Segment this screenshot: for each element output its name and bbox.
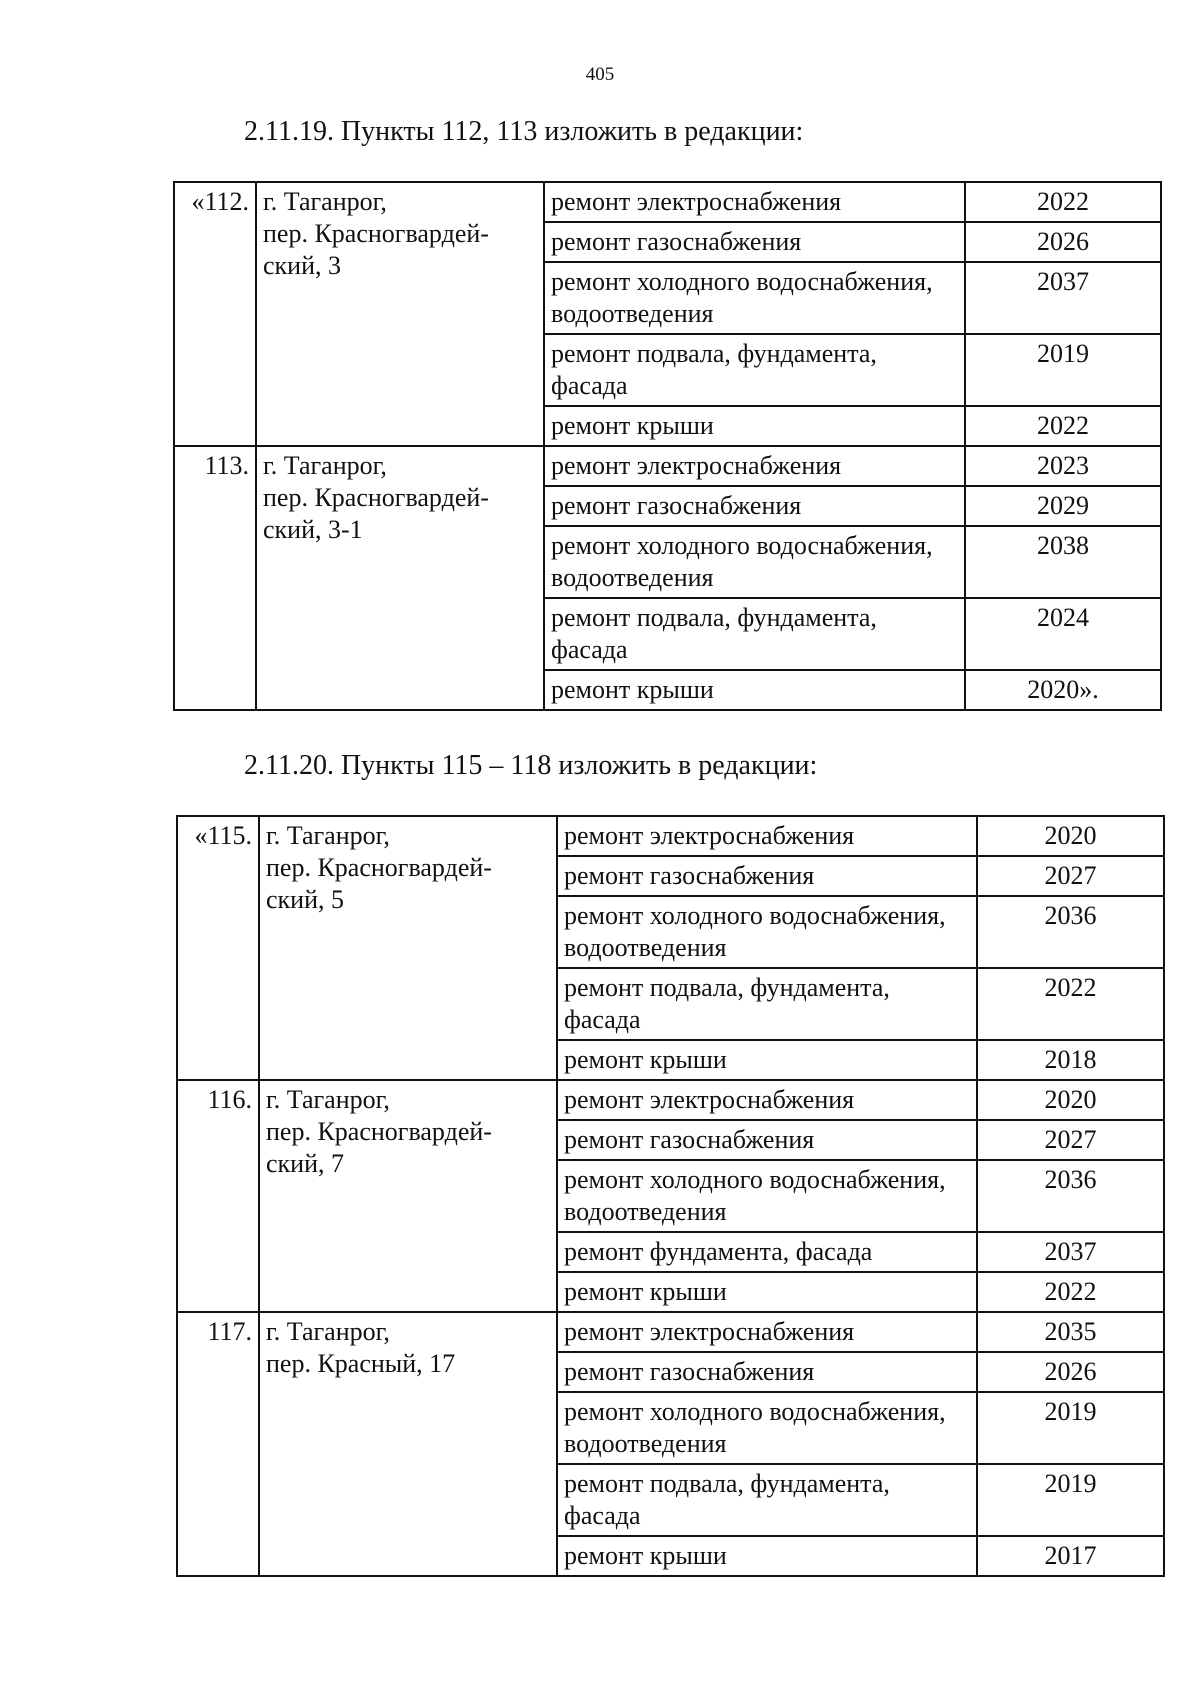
year-cell: 2017 [977, 1536, 1164, 1576]
year-cell: 2019 [965, 334, 1161, 406]
work-type-cell: ремонт холодного водоснабжения, водоотведения [557, 1160, 977, 1232]
work-type-cell: ремонт крыши [557, 1536, 977, 1576]
address-cell: г. Таганрог, пер. Красногвардей- ский, 5 [259, 816, 557, 1080]
work-type-cell: ремонт электроснабжения [557, 816, 977, 856]
work-type-cell: ремонт газоснабжения [544, 486, 965, 526]
year-cell: 2035 [977, 1312, 1164, 1352]
year-cell: 2020». [965, 670, 1161, 710]
work-type-cell: ремонт подвала, фундамента, фасада [557, 1464, 977, 1536]
year-cell: 2020 [977, 1080, 1164, 1120]
work-type-cell: ремонт фундамента, фасада [557, 1232, 977, 1272]
work-type-cell: ремонт крыши [557, 1040, 977, 1080]
page-number: 405 [585, 64, 615, 85]
address-cell: г. Таганрог, пер. Красный, 17 [259, 1312, 557, 1576]
year-cell: 2026 [977, 1352, 1164, 1392]
repair-schedule-table-1 [173, 181, 1162, 711]
section-heading-2-11-20: 2.11.20. Пункты 115 – 118 изложить в редакции: [244, 750, 818, 781]
item-number: 117. [177, 1312, 259, 1576]
year-cell: 2036 [977, 896, 1164, 968]
year-cell: 2022 [965, 406, 1161, 446]
work-type-cell: ремонт газоснабжения [557, 856, 977, 896]
work-type-cell: ремонт электроснабжения [557, 1312, 977, 1352]
year-cell: 2027 [977, 1120, 1164, 1160]
year-cell: 2020 [977, 816, 1164, 856]
table-row [177, 816, 1164, 856]
work-type-cell: ремонт электроснабжения [544, 446, 965, 486]
table-row [177, 1080, 1164, 1120]
work-type-cell: ремонт крыши [557, 1272, 977, 1312]
address-cell: г. Таганрог, пер. Красногвардей- ский, 7 [259, 1080, 557, 1312]
work-type-cell: ремонт подвала, фундамента, фасада [544, 334, 965, 406]
address-cell: г. Таганрог, пер. Красногвардей- ский, 3 [256, 182, 544, 446]
work-type-cell: ремонт холодного водоснабжения, водоотведения [557, 896, 977, 968]
year-cell: 2029 [965, 486, 1161, 526]
table-row [177, 1312, 1164, 1352]
work-type-cell: ремонт электроснабжения [557, 1080, 977, 1120]
item-number: «115. [177, 816, 259, 1080]
work-type-cell: ремонт холодного водоснабжения, водоотведения [544, 526, 965, 598]
work-type-cell: ремонт крыши [544, 670, 965, 710]
year-cell: 2019 [977, 1392, 1164, 1464]
year-cell: 2019 [977, 1464, 1164, 1536]
work-type-cell: ремонт холодного водоснабжения, водоотведения [557, 1392, 977, 1464]
repair-schedule-table-2 [176, 815, 1165, 1577]
work-type-cell: ремонт подвала, фундамента, фасада [557, 968, 977, 1040]
work-type-cell: ремонт газоснабжения [557, 1120, 977, 1160]
work-type-cell: ремонт газоснабжения [544, 222, 965, 262]
table-row [174, 446, 1161, 486]
year-cell: 2026 [965, 222, 1161, 262]
section-heading-2-11-19: 2.11.19. Пункты 112, 113 изложить в редакции: [244, 116, 804, 147]
table-row [174, 182, 1161, 222]
year-cell: 2038 [965, 526, 1161, 598]
year-cell: 2022 [977, 1272, 1164, 1312]
work-type-cell: ремонт крыши [544, 406, 965, 446]
item-number: 116. [177, 1080, 259, 1312]
year-cell: 2022 [965, 182, 1161, 222]
item-number: 113. [174, 446, 256, 710]
year-cell: 2037 [965, 262, 1161, 334]
year-cell: 2036 [977, 1160, 1164, 1232]
year-cell: 2037 [977, 1232, 1164, 1272]
item-number: «112. [174, 182, 256, 446]
year-cell: 2024 [965, 598, 1161, 670]
year-cell: 2023 [965, 446, 1161, 486]
work-type-cell: ремонт электроснабжения [544, 182, 965, 222]
year-cell: 2018 [977, 1040, 1164, 1080]
year-cell: 2022 [977, 968, 1164, 1040]
year-cell: 2027 [977, 856, 1164, 896]
work-type-cell: ремонт подвала, фундамента, фасада [544, 598, 965, 670]
work-type-cell: ремонт холодного водоснабжения, водоотведения [544, 262, 965, 334]
address-cell: г. Таганрог, пер. Красногвардей- ский, 3-1 [256, 446, 544, 710]
work-type-cell: ремонт газоснабжения [557, 1352, 977, 1392]
